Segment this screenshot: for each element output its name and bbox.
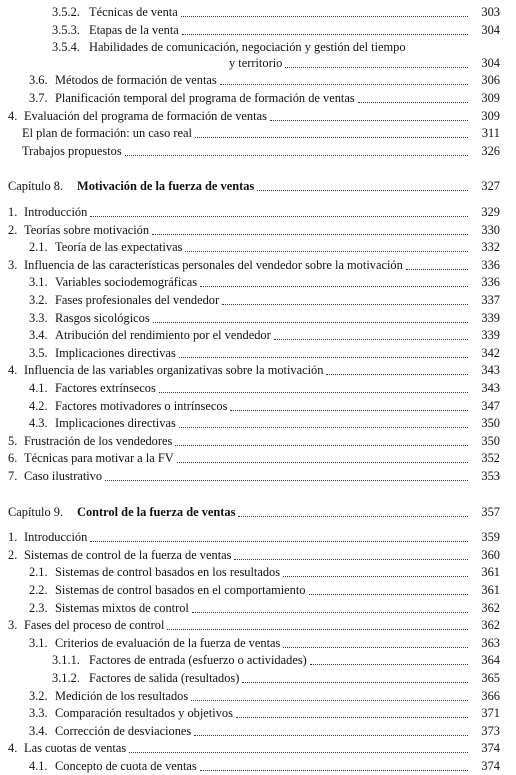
dot-leader <box>179 345 468 358</box>
entry-number: 3.1. <box>29 275 48 290</box>
toc-entry[interactable] <box>0 362 500 378</box>
entry-title: Atribución del rendimiento por el vendedor <box>55 328 271 343</box>
entry-page-number: 303 <box>481 5 500 19</box>
entry-page-number: 374 <box>481 741 500 756</box>
entry-title: Comparación resultados y objetivos <box>55 706 233 721</box>
entry-page-number: 359 <box>481 530 500 545</box>
toc-entry[interactable] <box>0 72 500 88</box>
entry-number: 4. <box>8 108 18 123</box>
entry-title: Teoría de las expectativas <box>55 240 183 255</box>
dot-leader <box>167 617 468 630</box>
entry-page-number: 304 <box>481 55 500 70</box>
entry-page-number: 371 <box>481 706 500 721</box>
entry-number: 3.1.2. <box>52 671 80 685</box>
entry-title: Teorías sobre motivación <box>24 222 150 237</box>
entry-page-number: 350 <box>481 433 500 448</box>
dot-leader <box>179 415 468 428</box>
entry-title: Concepto de cuota de ventas <box>55 759 197 773</box>
dot-leader <box>90 204 468 217</box>
entry-number: 3. <box>8 618 18 633</box>
entry-title: Habilidades de comunicación, negociación y gestión del tiempo <box>89 40 406 55</box>
toc-entry[interactable] <box>0 22 500 38</box>
dot-leader <box>358 90 468 103</box>
dot-leader <box>129 740 468 753</box>
entry-page-number: 343 <box>481 363 500 378</box>
entry-page-number: 306 <box>481 73 500 88</box>
entry-page-number: 343 <box>481 381 500 395</box>
toc-entry[interactable] <box>0 529 500 545</box>
dot-leader <box>406 257 468 270</box>
entry-title: Implicaciones directivas <box>55 345 176 360</box>
entry-page-number: 342 <box>481 345 500 360</box>
chapter-heading[interactable] <box>0 178 500 194</box>
entry-title: Introducción <box>24 530 88 545</box>
entry-title: Sistemas de control basados en los resultados <box>55 565 281 580</box>
entry-number: 4. <box>8 363 18 378</box>
toc-entry[interactable] <box>0 582 500 598</box>
entry-number: 2.1. <box>29 240 48 255</box>
entry-title: Frustración de los vendedores <box>24 433 173 448</box>
toc-entry[interactable] <box>0 90 500 106</box>
entry-page-number: 361 <box>481 583 500 597</box>
entry-number: 3.2. <box>29 688 48 703</box>
toc-entry[interactable] <box>0 310 500 326</box>
entry-number: 3.5. <box>29 345 48 360</box>
dot-leader <box>309 582 468 595</box>
entry-title: Medición de los resultados <box>55 688 189 703</box>
entry-title: Técnicas de venta <box>89 5 178 19</box>
toc-entry[interactable] <box>0 705 500 721</box>
toc-entry[interactable] <box>0 415 500 431</box>
toc-entry[interactable] <box>0 688 500 704</box>
entry-title: Planificación temporal del programa de formación de ventas <box>55 91 355 105</box>
chapter-title: Control de la fuerza de ventas <box>77 504 236 519</box>
entry-page-number: 304 <box>481 22 500 37</box>
dot-leader <box>105 468 468 481</box>
toc-entry[interactable] <box>0 292 500 308</box>
entry-title-continuation: y territorio <box>229 55 283 70</box>
toc-entry[interactable] <box>0 222 500 238</box>
entry-page-number: 339 <box>481 310 500 325</box>
toc-entry-continuation <box>0 55 500 71</box>
chapter-page-number: 327 <box>481 179 500 194</box>
entry-title: Métodos de formación de ventas <box>55 73 217 88</box>
entry-title: El plan de formación: un caso real <box>22 126 192 141</box>
dot-leader <box>177 450 468 463</box>
entry-title: Sistemas mixtos de control <box>55 600 189 615</box>
toc-entry[interactable] <box>0 257 500 273</box>
entry-page-number: 373 <box>481 723 500 738</box>
entry-number: 4.3. <box>29 416 48 431</box>
toc-entry[interactable] <box>0 143 500 159</box>
entry-page-number: 309 <box>481 108 500 123</box>
dot-leader <box>159 380 468 393</box>
dot-leader <box>222 292 468 305</box>
entry-number: 4.1. <box>29 381 48 395</box>
entry-page-number: 326 <box>481 143 500 158</box>
dot-leader <box>181 4 468 17</box>
entry-title: Evaluación del programa de formación de ventas <box>24 108 267 123</box>
entry-title: Factores de salida (resultados) <box>89 671 240 685</box>
entry-number: 3.5.4. <box>52 40 80 55</box>
entry-title: Factores extrínsecos <box>55 381 156 395</box>
entry-title: Influencia de las variables organizativas sobre la motivación <box>24 363 324 378</box>
entry-number: 7. <box>8 469 18 483</box>
dot-leader <box>274 327 468 340</box>
toc-entry[interactable] <box>0 4 500 20</box>
dot-leader <box>242 670 468 683</box>
chapter-label: Capítulo 9. <box>8 504 64 519</box>
chapter-title: Motivación de la fuerza de ventas <box>77 179 255 194</box>
entry-number: 4.1. <box>29 759 48 773</box>
entry-number: 6. <box>8 451 18 466</box>
entry-number: 5. <box>8 433 18 448</box>
entry-number: 2.3. <box>29 600 48 615</box>
entry-number: 3.2. <box>29 293 48 307</box>
entry-number: 3.4. <box>29 723 48 738</box>
dot-leader <box>200 274 468 287</box>
toc-entry[interactable] <box>0 564 500 580</box>
entry-page-number: 329 <box>481 205 500 219</box>
entry-title: Variables sociodemográficas <box>55 275 198 290</box>
toc-entry[interactable] <box>0 617 500 633</box>
entry-number: 3. <box>8 257 18 272</box>
entry-number: 2.1. <box>29 565 48 580</box>
dot-leader <box>283 564 468 577</box>
toc-entry[interactable] <box>0 758 500 774</box>
toc-entry[interactable] <box>0 450 500 466</box>
dot-leader <box>220 72 468 85</box>
entry-page-number: 352 <box>481 451 500 466</box>
dot-leader <box>90 529 468 542</box>
toc-entry[interactable] <box>0 670 500 686</box>
entry-page-number: 363 <box>481 635 500 650</box>
entry-page-number: 362 <box>481 618 500 633</box>
entry-page-number: 353 <box>481 469 500 483</box>
entry-page-number: 361 <box>481 565 500 580</box>
entry-title: Sistemas de control basados en el comportamiento <box>55 583 306 597</box>
entry-number: 3.3. <box>29 706 48 721</box>
toc-entry[interactable] <box>0 547 500 563</box>
entry-page-number: 374 <box>481 759 500 773</box>
dot-leader <box>238 504 468 517</box>
entry-title: Trabajos propuestos <box>22 143 122 158</box>
entry-title: Fases profesionales del vendedor <box>55 293 220 307</box>
entry-page-number: 311 <box>481 126 500 141</box>
toc-entry[interactable] <box>0 327 500 343</box>
toc-entry[interactable] <box>0 39 500 55</box>
entry-title: Caso ilustrativo <box>24 469 103 483</box>
entry-title: Las cuotas de ventas <box>24 741 127 756</box>
toc-entry[interactable] <box>0 468 500 484</box>
entry-title: Factores de entrada (esfuerzo o actividades) <box>89 653 307 668</box>
entry-page-number: 339 <box>481 328 500 343</box>
dot-leader <box>194 723 468 736</box>
dot-leader <box>326 362 468 375</box>
entry-title: Criterios de evaluación de la fuerza de ventas <box>55 635 281 650</box>
entry-page-number: 332 <box>481 240 500 255</box>
entry-page-number: 366 <box>481 688 500 703</box>
entry-page-number: 336 <box>481 275 500 290</box>
entry-page-number: 364 <box>481 653 500 668</box>
entry-page-number: 330 <box>481 222 500 237</box>
entry-title: Rasgos sicológicos <box>55 310 150 325</box>
entry-page-number: 337 <box>481 293 500 307</box>
entry-title: Introducción <box>24 205 88 219</box>
dot-leader <box>200 758 468 771</box>
entry-number: 4.2. <box>29 398 48 413</box>
dot-leader <box>175 433 468 446</box>
entry-page-number: 350 <box>481 416 500 431</box>
entry-title: Fases del proceso de control <box>24 618 165 633</box>
entry-number: 3.4. <box>29 328 48 343</box>
entry-page-number: 362 <box>481 600 500 615</box>
dot-leader <box>310 652 468 665</box>
chapter-label: Capítulo 8. <box>8 179 64 194</box>
entry-number: 3.3. <box>29 310 48 325</box>
entry-title: Sistemas de control de la fuerza de ventas <box>24 547 232 562</box>
toc-entry[interactable] <box>0 600 500 616</box>
dot-leader <box>153 310 468 323</box>
entry-number: 3.6. <box>29 73 48 88</box>
dot-leader <box>257 178 468 191</box>
dot-leader <box>230 398 468 411</box>
entry-title: Influencia de las características personales del vendedor sobre la motivación <box>24 257 403 272</box>
toc-entry[interactable] <box>0 740 500 756</box>
toc-entry[interactable] <box>0 239 500 255</box>
entry-number: 3.1. <box>29 635 48 650</box>
entry-page-number: 309 <box>481 91 500 105</box>
entry-page-number: 365 <box>481 671 500 685</box>
entry-page-number: 336 <box>481 257 500 272</box>
entry-number: 1. <box>8 205 18 219</box>
toc-entry[interactable] <box>0 433 500 449</box>
entry-page-number: 347 <box>481 398 500 413</box>
dot-leader <box>192 600 468 613</box>
dot-leader <box>283 635 468 648</box>
dot-leader <box>195 125 468 138</box>
entry-title: Factores motivadores o intrínsecos <box>55 398 228 413</box>
dot-leader <box>234 547 468 560</box>
toc-entry[interactable] <box>0 108 500 124</box>
dot-leader <box>152 222 468 235</box>
entry-page-number: 360 <box>481 547 500 562</box>
toc-entry[interactable] <box>0 398 500 414</box>
entry-number: 3.5.3. <box>52 22 80 37</box>
chapter-heading[interactable] <box>0 504 500 520</box>
entry-number: 2.2. <box>29 583 48 597</box>
entry-number: 3.5.2. <box>52 5 80 19</box>
entry-title: Corrección de desviaciones <box>55 723 192 738</box>
dot-leader <box>285 55 468 68</box>
dot-leader <box>182 22 468 35</box>
chapter-page-number: 357 <box>481 504 500 519</box>
toc-entry[interactable] <box>0 635 500 651</box>
dot-leader <box>185 239 468 252</box>
entry-title: Implicaciones directivas <box>55 416 176 431</box>
entry-number: 4. <box>8 741 18 756</box>
entry-number: 3.7. <box>29 91 48 105</box>
toc-entry[interactable] <box>0 204 500 220</box>
entry-number: 2. <box>8 222 18 237</box>
entry-title: Etapas de la venta <box>89 22 179 37</box>
entry-number: 3.1.1. <box>52 653 80 668</box>
dot-leader <box>191 688 468 701</box>
toc-entry[interactable] <box>0 125 500 141</box>
toc-entry[interactable] <box>0 274 500 290</box>
dot-leader <box>125 143 468 156</box>
toc-entry[interactable] <box>0 380 500 396</box>
entry-number: 1. <box>8 530 18 545</box>
entry-number: 2. <box>8 547 18 562</box>
dot-leader <box>270 108 468 121</box>
entry-title: Técnicas para motivar a la FV <box>24 451 174 466</box>
dot-leader <box>236 705 468 718</box>
toc-entry[interactable] <box>0 345 500 361</box>
toc-entry[interactable] <box>0 652 500 668</box>
toc-entry[interactable] <box>0 723 500 739</box>
